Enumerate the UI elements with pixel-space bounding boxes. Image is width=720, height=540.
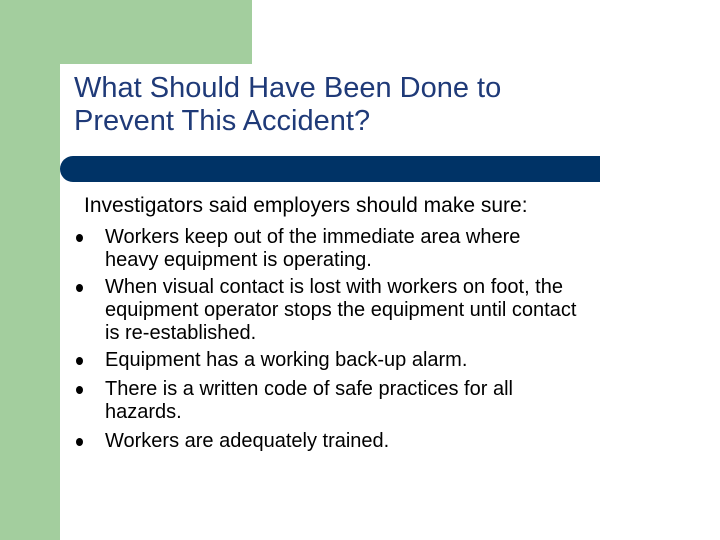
bullet-3-line-1: Equipment has a working back-up alarm.	[105, 349, 468, 371]
top-accent-block	[60, 0, 252, 64]
bullet-dot-icon	[76, 357, 83, 365]
bullet-2-line-2: equipment operator stops the equipment until contact	[105, 299, 577, 321]
bullet-4-line-2: hazards.	[105, 401, 182, 423]
bullet-1-line-1: Workers keep out of the immediate area where	[105, 226, 521, 248]
bullet-dot-icon	[76, 386, 83, 394]
bullet-dot-icon	[76, 234, 83, 242]
bullet-dot-icon	[76, 438, 83, 446]
intro-text: Investigators said employers should make sure:	[84, 194, 528, 217]
slide-title-line-1: What Should Have Been Done to	[74, 72, 502, 104]
bullet-5-line-1: Workers are adequately trained.	[105, 430, 390, 452]
bullet-2-line-1: When visual contact is lost with workers on foot, the	[105, 276, 563, 298]
left-accent-bar	[0, 0, 60, 540]
slide-title	[74, 72, 634, 138]
bullet-dot-icon	[76, 284, 83, 292]
title-divider-bar	[60, 156, 600, 182]
bullet-2-line-3: is re-established.	[105, 322, 257, 344]
slide-title-line-2: Prevent This Accident?	[74, 105, 371, 137]
bullet-1-line-2: heavy equipment is operating.	[105, 249, 372, 271]
bullet-4-line-1: There is a written code of safe practices for all	[105, 378, 513, 400]
